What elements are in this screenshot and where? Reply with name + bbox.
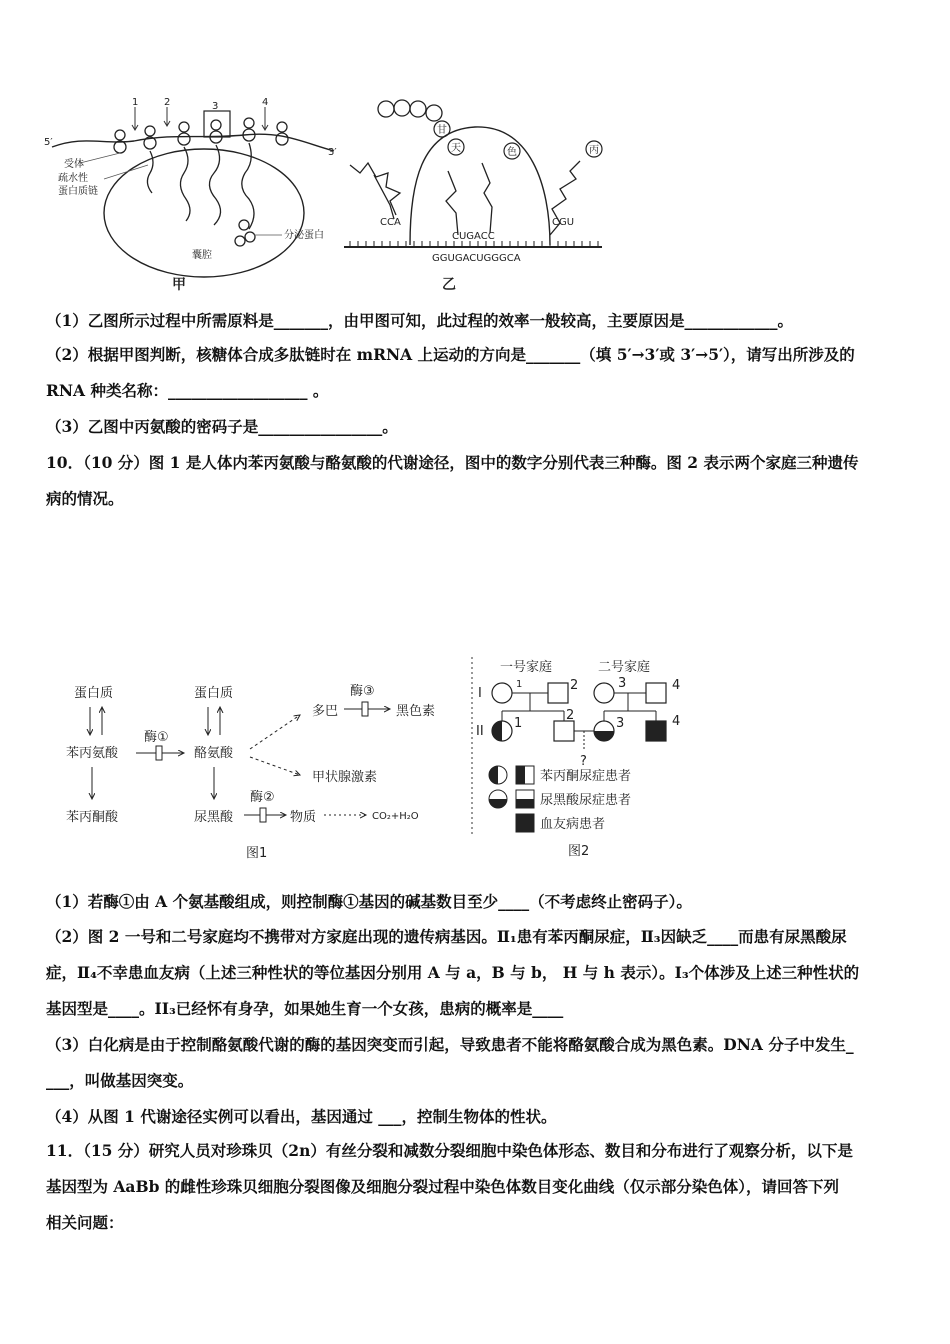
peptide-beads (378, 100, 442, 121)
num-1: 1 (132, 97, 139, 108)
phe: 苯丙氨酸 (66, 746, 119, 761)
n1: 1 (516, 679, 523, 690)
q9-line-2: （2）根据甲图判断，核糖体合成多肽链时在 mRNA 上运动的方向是_______（填 5′→3′或 3′→5′），请写出所涉及的 (46, 345, 855, 364)
f2-i4 (646, 683, 666, 703)
ribosome-outline (410, 127, 550, 245)
q10-sub-3a: （3）白化病是由于控制酪氨酸代谢的酶的基因突变而引起，导致患者不能将酪氨酸合成为黑色素。DNA 分子中发生_ (46, 1035, 854, 1054)
anticodon-right: CGU (552, 217, 575, 228)
f2-i3 (594, 683, 614, 703)
ii4-hemo (646, 721, 666, 741)
anticodon-mid: CUGACC (452, 231, 495, 242)
ii3-fill (594, 731, 614, 741)
legend-pku: 苯丙酮尿症患者 (540, 769, 632, 784)
tyr: 酪氨酸 (194, 746, 234, 761)
figure-yi (340, 95, 610, 295)
aa-tian: 天 (451, 143, 461, 154)
f1-i1 (492, 683, 512, 703)
enzyme-2: 酶② (250, 790, 275, 805)
q10-sub-2a: （2）图 2 一号和二号家庭均不携带对方家庭出现的遗传病基因。Ⅱ₁患有苯丙酮尿症，Ⅱ₃因缺乏____而患有尿黑酸尿 (46, 927, 847, 946)
highlight-box (204, 111, 230, 137)
figure-jia (44, 95, 344, 295)
q9-line-4: （3）乙图中丙氨酸的密码子是________________。 (46, 417, 398, 436)
arrow-tyr-dopa (250, 715, 300, 749)
ribosomes (114, 118, 288, 153)
enzyme-3: 酶③ (350, 684, 375, 699)
legend-akp-circle-fill (489, 799, 507, 808)
q10-sub-2c: 基因型是____。II₃已经怀有身孕，如果她生育一个女孩，患病的概率是____ (46, 999, 564, 1018)
family-1: 一号家庭 (500, 660, 553, 675)
q11-line-2: 基因型为 AaBb 的雌性珍珠贝细胞分裂图像及细胞分裂过程中染色体数目变化曲线（仅示部分染色体），请回答下列 (46, 1177, 840, 1196)
q10-sub-1: （1）若酶①由 A 个氨基酸组成，则控制酶①基因的碱基数目至少____（不考虑终止密码子）。 (46, 892, 692, 911)
q10-sub-4: （4）从图 1 代谢途径实例可以看出，基因通过 ___，控制生物体的性状。 (46, 1107, 557, 1126)
label-lumen: 囊腔 (192, 250, 212, 261)
label-secreted: 分泌蛋白 (284, 230, 324, 241)
q10-sub-3b: ___，叫做基因突变。 (46, 1071, 194, 1090)
legend-akp-square-fill (516, 799, 534, 808)
legend-hemo: 血友病患者 (540, 817, 606, 832)
f1-i2 (548, 683, 568, 703)
figure-2-pedigree (468, 655, 698, 865)
c4: 4 (672, 714, 681, 729)
c3: 3 (616, 716, 625, 731)
q10-line-1: 10．（10 分）图 1 是人体内苯丙氨酸与酪氨酸的代谢途径，图中的数字分别代表三种酶。图 2 表示两个家庭三种遗传 (46, 453, 859, 472)
family-2: 二号家庭 (598, 660, 651, 675)
legend-pku-square-fill (516, 766, 525, 784)
co2-h2o: CO₂+H₂O (372, 811, 419, 822)
label-receptor: 受体 (64, 159, 84, 170)
legend-akp: 尿黑酸尿症患者 (540, 793, 632, 808)
q10-sub-2b: 症，Ⅱ₄不幸患血友病（上述三种性状的等位基因分别用 A 与 a，B 与 b， H 与 h 表示）。I₃个体涉及上述三种性状的 (46, 963, 860, 982)
figure-1-pathway (60, 675, 460, 865)
q9-line-3: RNA 种类名称：__________________ 。 (46, 381, 329, 400)
block-3 (362, 702, 368, 716)
n3: 3 (618, 676, 627, 691)
peptide-chains (147, 143, 255, 246)
n2: 2 (570, 678, 579, 693)
thyroxine: 甲状腺激素 (312, 770, 378, 785)
question-mark: ? (580, 754, 587, 769)
num-3: 3 (212, 101, 219, 112)
leader-hydro (104, 165, 148, 179)
label-hydro-1: 疏水性 (58, 173, 88, 184)
block-2 (260, 808, 266, 822)
caption-jia: 甲 (172, 277, 186, 293)
gen-2: II (476, 724, 484, 739)
aa-se: 色 (507, 147, 517, 158)
caption-yi: 乙 (442, 277, 456, 293)
aa-bing: 丙 (589, 145, 599, 156)
leader-receptor (80, 153, 120, 163)
ppa: 苯丙酮酸 (66, 810, 119, 825)
legend-pku-circle-fill (489, 766, 498, 784)
dopa: 多巴 (312, 704, 339, 719)
q11-line-1: 11．（15 分）研究人员对珍珠贝（2n）有丝分裂和减数分裂细胞中染色体形态、数目和分布进行了观察分析，以下是 (46, 1141, 853, 1160)
gen-1: I (478, 686, 482, 701)
mrna-sequence: GGUGACUGGGCA (432, 253, 521, 264)
ii1-fill (492, 721, 502, 741)
melanin: 黑色素 (396, 704, 436, 719)
protein-mid: 蛋白质 (194, 686, 234, 701)
substance: 物质 (290, 810, 317, 825)
anticodon-left: CCA (380, 217, 401, 228)
hga: 尿黑酸 (194, 810, 234, 825)
num-4: 4 (262, 97, 269, 108)
aa-gan: 甘 (437, 125, 447, 136)
c1: 1 (514, 716, 523, 731)
n4: 4 (672, 678, 681, 693)
block-1 (156, 746, 162, 760)
q11-line-3: 相关问题： (46, 1213, 124, 1232)
ii2 (554, 721, 574, 741)
end-3: 3′ (328, 147, 337, 158)
protein-left: 蛋白质 (74, 686, 114, 701)
caption-fig1: 图1 (246, 846, 268, 861)
c2: 2 (566, 708, 575, 723)
label-hydro-2: 蛋白质链 (58, 186, 98, 197)
enzyme-1: 酶① (144, 730, 169, 745)
num-2: 2 (164, 97, 171, 108)
caption-fig2: 图2 (568, 844, 590, 859)
end-5: 5′ (44, 137, 53, 148)
q9-line-1: （1）乙图所示过程中所需原料是_______，由甲图可知，此过程的效率一般较高，主要原因是____________。 (46, 311, 794, 330)
q10-line-2: 病的情况。 (46, 489, 124, 508)
legend-hemo-square (516, 814, 534, 832)
arrow-tyr-thyroxine (250, 757, 300, 775)
mrna-strand (52, 134, 334, 151)
